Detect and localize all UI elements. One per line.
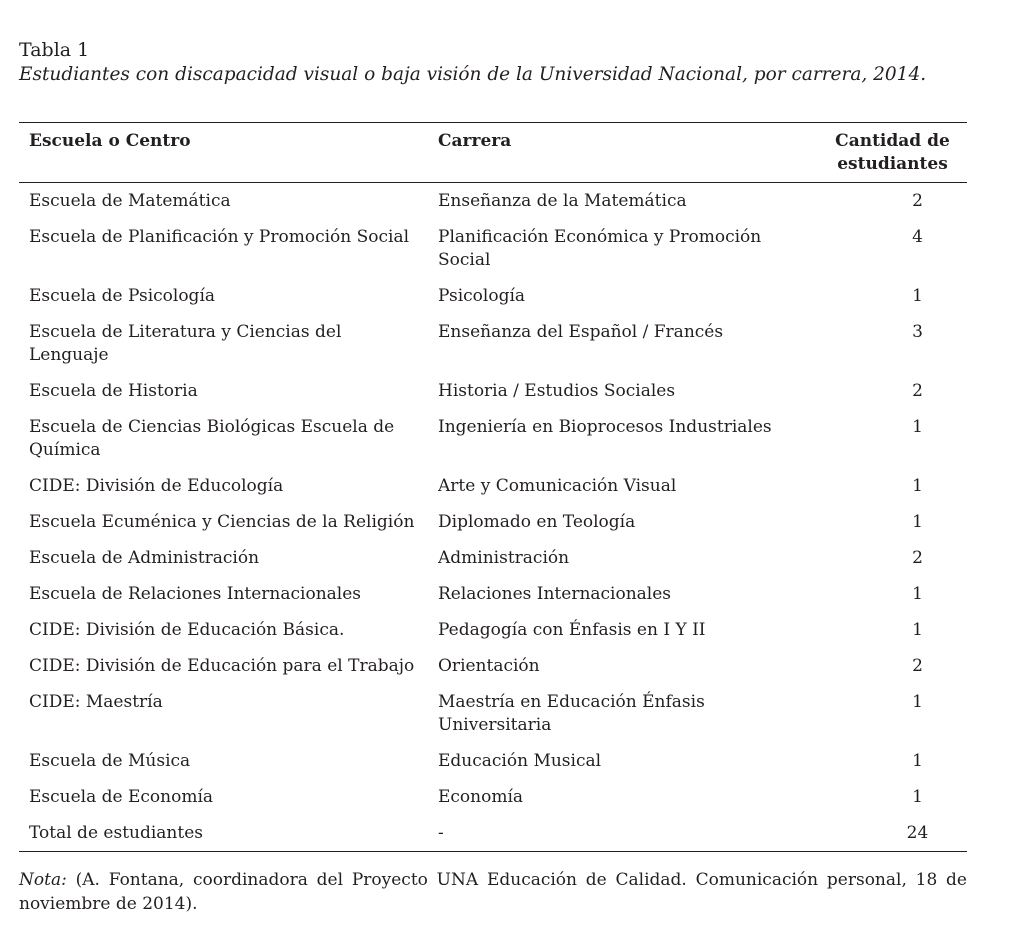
table-label: Tabla 1: [19, 39, 90, 61]
table-row: [19, 183, 967, 220]
cell-career: Orientación: [438, 656, 540, 676]
cell-school: CIDE: Maestría: [29, 692, 163, 712]
header-school: Escuela o Centro: [29, 131, 191, 151]
cell-career: Historia / Estudios Sociales: [438, 381, 676, 401]
cell-school: Escuela de Literatura y Ciencias del Lenguaje: [29, 322, 342, 365]
cell-school: Escuela de Administración: [29, 548, 260, 568]
cell-career: Maestría en Educación Énfasis Universitaria: [438, 692, 705, 735]
cell-career: Ingeniería en Bioprocesos Industriales: [438, 417, 772, 437]
table-row: [19, 576, 967, 612]
note-text: (A. Fontana, coordinadora del Proyecto UNA Educación de Calidad. Comunicación personal, 18 de noviembre de 2014).: [19, 870, 967, 914]
cell-count: 3: [912, 322, 923, 342]
cell-career: -: [438, 823, 444, 843]
cell-career: Arte y Comunicación Visual: [438, 476, 677, 496]
table-row: [19, 278, 967, 314]
table-header: [19, 123, 967, 183]
cell-school: Escuela de Planificación y Promoción Social: [29, 227, 410, 247]
table-row: [19, 779, 967, 815]
cell-count: 2: [912, 381, 923, 401]
students-table: [19, 122, 967, 852]
cell-career: Psicología: [438, 286, 526, 306]
table-caption: Estudiantes con discapacidad visual o baja visión de la Universidad Nacional, por carrera, 2014.: [19, 64, 927, 85]
cell-count: 2: [912, 548, 923, 568]
cell-school: Escuela de Historia: [29, 381, 198, 401]
cell-school: Escuela de Relaciones Internacionales: [29, 584, 362, 604]
cell-count: 1: [912, 620, 923, 640]
cell-count: 4: [912, 227, 923, 247]
table-row: [19, 409, 967, 468]
header-count-line1: Cantidad de: [835, 131, 950, 151]
table-note: [19, 868, 967, 916]
cell-count: 1: [912, 286, 923, 306]
cell-school: Escuela de Psicología: [29, 286, 216, 306]
cell-count: 1: [912, 476, 923, 496]
header-count: [818, 123, 967, 183]
cell-school: Escuela de Matemática: [29, 191, 231, 211]
cell-career: Diplomado en Teología: [438, 512, 636, 532]
cell-career: Educación Musical: [438, 751, 602, 771]
cell-school: Escuela de Economía: [29, 787, 214, 807]
table-row: [19, 219, 967, 278]
cell-count: 1: [912, 417, 923, 437]
cell-career: Enseñanza del Español / Francés: [438, 322, 724, 342]
cell-school: CIDE: División de Educación para el Trabajo: [29, 656, 415, 676]
table-row: [19, 373, 967, 409]
total-row: [19, 815, 967, 852]
cell-count: 1: [912, 512, 923, 532]
cell-school: Escuela de Música: [29, 751, 191, 771]
table-row: [19, 743, 967, 779]
document-page: [19, 38, 967, 933]
cell-count: 2: [912, 191, 923, 211]
cell-career: Pedagogía con Énfasis en I Y II: [438, 620, 706, 640]
cell-count: 1: [912, 787, 923, 807]
cell-count: 24: [906, 823, 929, 843]
header-career: Carrera: [438, 131, 512, 151]
cell-career: Relaciones Internacionales: [438, 584, 672, 604]
cell-career: Administración: [438, 548, 570, 568]
cell-count: 1: [912, 584, 923, 604]
cell-school: Total de estudiantes: [29, 823, 203, 843]
cell-school: CIDE: División de Educología: [29, 476, 284, 496]
table-row: [19, 648, 967, 684]
cell-career: Enseñanza de la Matemática: [438, 191, 687, 211]
table-row: [19, 504, 967, 540]
cell-count: 1: [912, 692, 923, 712]
cell-count: 1: [912, 751, 923, 771]
cell-school: Escuela de Ciencias Biológicas Escuela de Química: [29, 417, 395, 460]
header-row: [19, 123, 967, 183]
table-row: [19, 684, 967, 743]
table-body: [19, 183, 967, 852]
cell-career: Planificación Económica y Promoción Social: [438, 227, 762, 270]
table-row: [19, 468, 967, 504]
cell-school: Escuela Ecuménica y Ciencias de la Religión: [29, 512, 415, 532]
cell-count: 2: [912, 656, 923, 676]
header-count-line2: estudiantes: [837, 154, 948, 174]
table-row: [19, 612, 967, 648]
note-label: Nota:: [19, 870, 67, 890]
cell-career: Economía: [438, 787, 524, 807]
table-row: [19, 540, 967, 576]
table-row: [19, 314, 967, 373]
cell-school: CIDE: División de Educación Básica.: [29, 620, 345, 640]
